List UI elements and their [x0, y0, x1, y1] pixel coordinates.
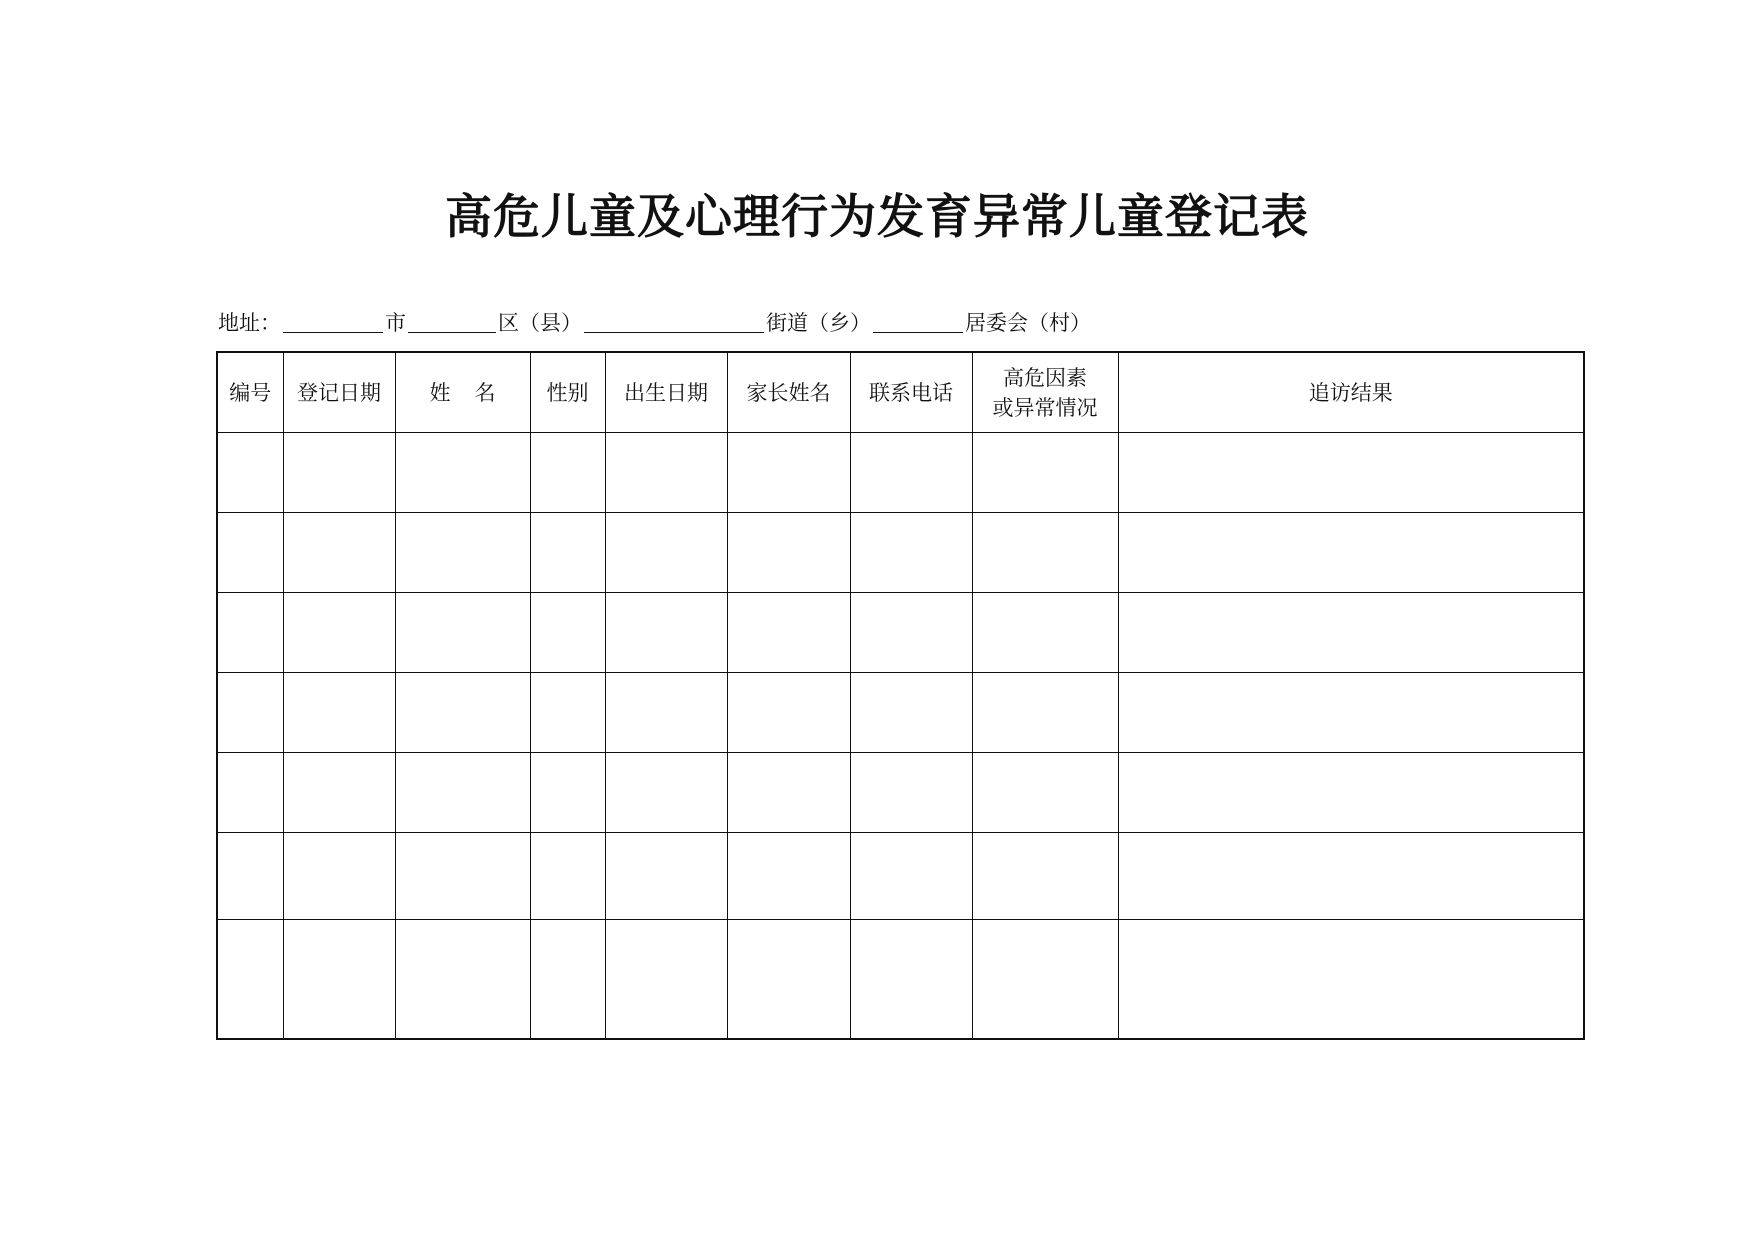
cell-risk-factors[interactable] [972, 753, 1118, 833]
cell-gender[interactable] [530, 433, 605, 513]
cell-risk-factors[interactable] [972, 513, 1118, 593]
table-row [217, 833, 1584, 920]
header-risk-line1: 高危因素 [1003, 365, 1087, 390]
cell-risk-factors[interactable] [972, 833, 1118, 920]
header-parent-name: 家长姓名 [727, 352, 850, 433]
cell-birth-date[interactable] [605, 513, 727, 593]
cell-register-date[interactable] [283, 433, 395, 513]
cell-number[interactable] [217, 593, 283, 673]
cell-follow-up[interactable] [1118, 753, 1584, 833]
cell-name[interactable] [395, 753, 530, 833]
cell-follow-up[interactable] [1118, 513, 1584, 593]
cell-phone[interactable] [850, 513, 972, 593]
cell-parent-name[interactable] [727, 433, 850, 513]
cell-birth-date[interactable] [605, 753, 727, 833]
cell-name[interactable] [395, 593, 530, 673]
cell-number[interactable] [217, 433, 283, 513]
cell-register-date[interactable] [283, 920, 395, 1040]
cell-birth-date[interactable] [605, 920, 727, 1040]
cell-phone[interactable] [850, 593, 972, 673]
cell-number[interactable] [217, 753, 283, 833]
cell-phone[interactable] [850, 753, 972, 833]
table-row [217, 433, 1584, 513]
header-risk-factors [972, 352, 1118, 433]
address-line [218, 302, 1091, 338]
cell-parent-name[interactable] [727, 513, 850, 593]
registration-table [216, 351, 1585, 1040]
cell-risk-factors[interactable] [972, 920, 1118, 1040]
cell-follow-up[interactable] [1118, 593, 1584, 673]
cell-parent-name[interactable] [727, 673, 850, 753]
cell-birth-date[interactable] [605, 673, 727, 753]
cell-follow-up[interactable] [1118, 673, 1584, 753]
cell-gender[interactable] [530, 513, 605, 593]
cell-risk-factors[interactable] [972, 433, 1118, 513]
table-row [217, 920, 1584, 1040]
table-row [217, 753, 1584, 833]
header-phone: 联系电话 [850, 352, 972, 433]
cell-gender[interactable] [530, 673, 605, 753]
cell-register-date[interactable] [283, 593, 395, 673]
cell-risk-factors[interactable] [972, 593, 1118, 673]
committee-label: 居委会（村） [965, 311, 1091, 335]
cell-parent-name[interactable] [727, 833, 850, 920]
cell-phone[interactable] [850, 433, 972, 513]
cell-phone[interactable] [850, 673, 972, 753]
cell-register-date[interactable] [283, 753, 395, 833]
header-gender: 性别 [530, 352, 605, 433]
header-register-date: 登记日期 [283, 352, 395, 433]
cell-birth-date[interactable] [605, 833, 727, 920]
cell-parent-name[interactable] [727, 920, 850, 1040]
cell-register-date[interactable] [283, 513, 395, 593]
city-label: 市 [385, 311, 406, 335]
cell-number[interactable] [217, 920, 283, 1040]
cell-name[interactable] [395, 920, 530, 1040]
cell-risk-factors[interactable] [972, 673, 1118, 753]
table-row [217, 593, 1584, 673]
header-risk-line2: 或异常情况 [992, 395, 1098, 420]
cell-follow-up[interactable] [1118, 433, 1584, 513]
cell-number[interactable] [217, 513, 283, 593]
district-blank[interactable] [408, 308, 496, 333]
header-birth-date: 出生日期 [605, 352, 727, 433]
table-row [217, 513, 1584, 593]
cell-gender[interactable] [530, 920, 605, 1040]
cell-parent-name[interactable] [727, 593, 850, 673]
address-prefix: 地址： [218, 311, 281, 335]
header-name-label: 姓名 [429, 380, 520, 405]
committee-blank[interactable] [873, 308, 963, 333]
cell-number[interactable] [217, 673, 283, 753]
cell-phone[interactable] [850, 920, 972, 1040]
cell-name[interactable] [395, 673, 530, 753]
cell-parent-name[interactable] [727, 753, 850, 833]
cell-register-date[interactable] [283, 673, 395, 753]
cell-name[interactable] [395, 433, 530, 513]
cell-register-date[interactable] [283, 833, 395, 920]
district-label: 区（县） [498, 311, 582, 335]
cell-birth-date[interactable] [605, 593, 727, 673]
cell-birth-date[interactable] [605, 433, 727, 513]
cell-gender[interactable] [530, 833, 605, 920]
cell-follow-up[interactable] [1118, 833, 1584, 920]
cell-gender[interactable] [530, 593, 605, 673]
cell-gender[interactable] [530, 753, 605, 833]
form-title: 高危儿童及心理行为发育异常儿童登记表 [445, 190, 1309, 245]
street-blank[interactable] [584, 308, 764, 333]
cell-name[interactable] [395, 833, 530, 920]
table-row [217, 673, 1584, 753]
cell-follow-up[interactable] [1118, 920, 1584, 1040]
header-name [395, 352, 530, 433]
street-label: 街道（乡） [766, 311, 871, 335]
header-follow-up: 追访结果 [1118, 352, 1584, 433]
header-row [217, 352, 1584, 433]
city-blank[interactable] [283, 308, 383, 333]
cell-number[interactable] [217, 833, 283, 920]
cell-name[interactable] [395, 513, 530, 593]
header-number: 编号 [217, 352, 283, 433]
cell-phone[interactable] [850, 833, 972, 920]
